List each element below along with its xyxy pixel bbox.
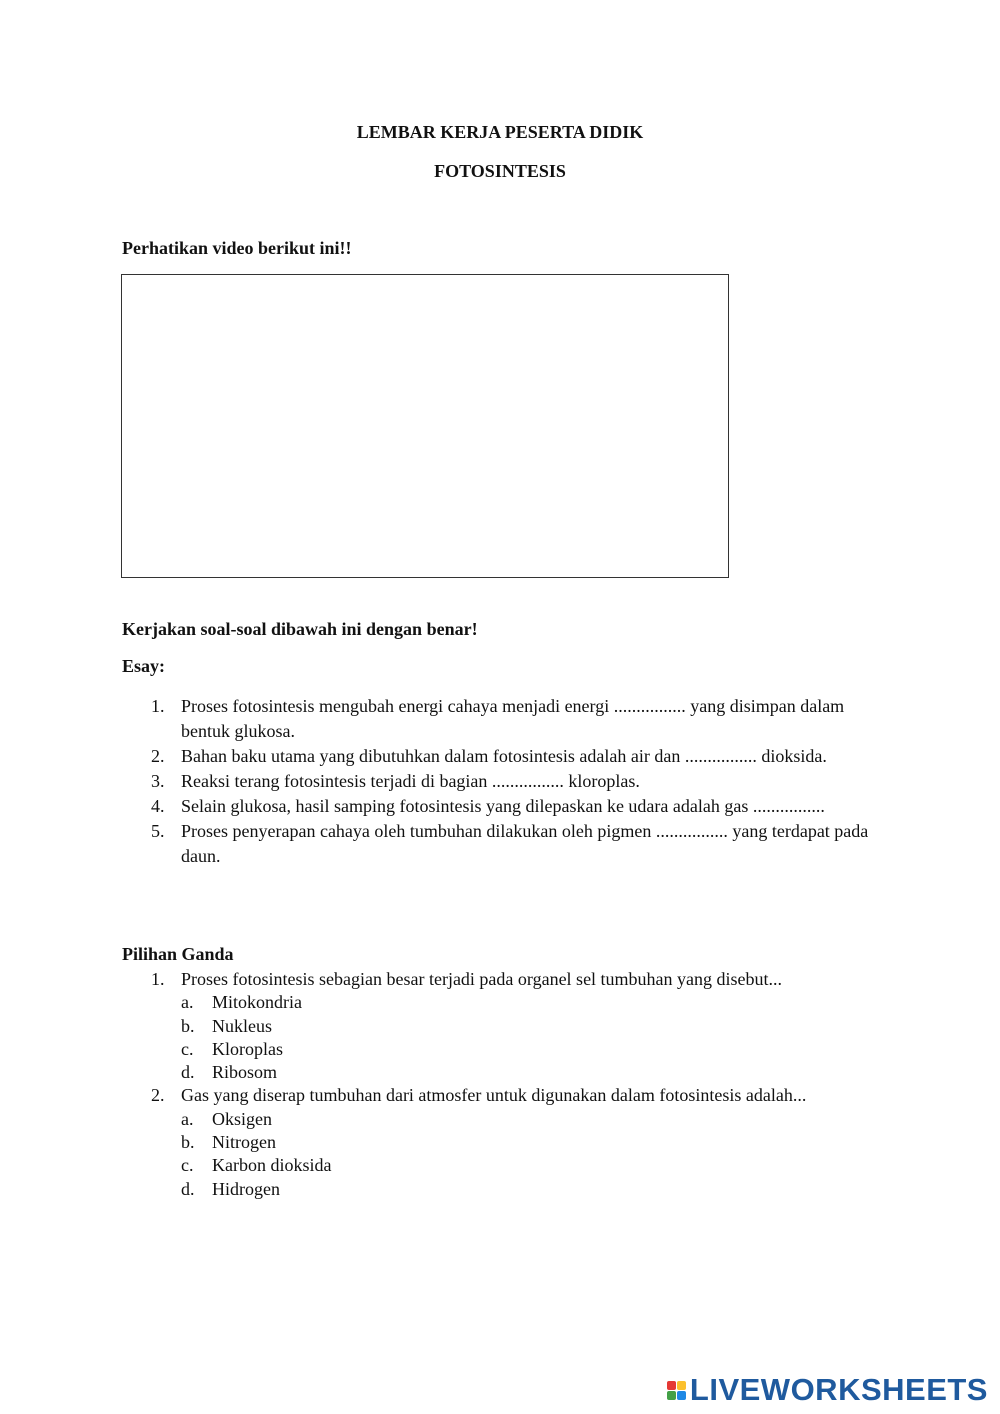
question-number: 1. [151,696,165,716]
option-d[interactable] [181,1061,882,1084]
option-text: Karbon dioksida [212,1155,332,1176]
option-letter: b. [181,1015,195,1036]
option-letter: d. [181,1062,195,1083]
option-text: Nukleus [212,1015,272,1036]
option-text: Mitokondria [212,992,302,1013]
question-number: 5. [151,821,165,841]
multiple-choice-list [122,968,882,1201]
option-text: Ribosom [212,1062,278,1083]
question-text: Bahan baku utama yang dibutuhkan dalam fotosintesis adalah air dan ................ dioksida. [181,746,827,766]
question-text: Proses fotosintesis sebagian besar terjadi pada organel sel tumbuhan yang disebut... [181,969,783,989]
video-box[interactable] [121,274,729,578]
video-instruction: Perhatikan video berikut ini!! [122,238,352,258]
page-title: LEMBAR KERJA PESERTA DIDIK [356,122,644,142]
liveworksheets-brand [667,1372,988,1408]
logo-tile-blue [677,1391,686,1400]
question-text: Proses penyerapan cahaya oleh tumbuhan dilakukan oleh pigmen ................ yang terdapat pada daun. [181,821,869,866]
question-number: 2. [151,1085,165,1106]
essay-question-2 [122,744,882,769]
page-subtitle: FOTOSINTESIS [434,161,566,181]
essay-list [122,694,882,869]
question-number: 2. [151,746,165,766]
essay-question-3 [122,769,882,794]
essay-heading: Esay: [122,656,166,676]
option-letter: b. [181,1132,195,1153]
option-text: Oksigen [212,1108,272,1129]
essay-question-1 [122,694,882,744]
logo-tile-yellow [677,1381,686,1390]
question-number: 3. [151,771,165,791]
liveworksheets-wordmark: LIVEWORKSHEETS [689,1372,988,1407]
option-text: Nitrogen [212,1132,276,1153]
mc-question-1 [122,968,882,1084]
option-c[interactable] [181,1038,882,1061]
option-a[interactable] [181,1108,882,1131]
option-d[interactable] [181,1178,882,1201]
question-number: 1. [151,969,165,989]
option-text: Hidrogen [212,1178,280,1199]
option-list [181,1108,882,1201]
liveworksheets-logo-icon [667,1381,686,1400]
option-letter: a. [181,992,194,1013]
option-a[interactable] [181,991,882,1014]
option-letter: d. [181,1178,195,1199]
multiple-choice-heading: Pilihan Ganda [122,944,234,964]
mc-question-2 [122,1084,882,1200]
logo-tile-red [667,1381,676,1390]
option-letter: c. [181,1155,194,1176]
question-text: Selain glukosa, hasil samping fotosintesis yang dilepaskan ke udara adalah gas ................ [181,796,825,816]
option-letter: a. [181,1108,194,1129]
option-letter: c. [181,1038,194,1059]
option-text: Kloroplas [212,1038,283,1059]
essay-question-5 [122,819,882,869]
essay-question-4 [122,794,882,819]
question-text: Proses fotosintesis mengubah energi cahaya menjadi energi ................ yang disimpan dalam bentuk glukosa. [181,696,845,741]
questions-instruction: Kerjakan soal-soal dibawah ini dengan benar! [122,619,478,639]
logo-tile-green [667,1391,676,1400]
question-text: Reaksi terang fotosintesis terjadi di bagian ................ kloroplas. [181,771,640,791]
option-list [181,991,882,1084]
question-text: Gas yang diserap tumbuhan dari atmosfer untuk digunakan dalam fotosintesis adalah... [181,1085,807,1106]
question-number: 4. [151,796,165,816]
option-b[interactable] [181,1015,882,1038]
option-c[interactable] [181,1154,882,1177]
option-b[interactable] [181,1131,882,1154]
